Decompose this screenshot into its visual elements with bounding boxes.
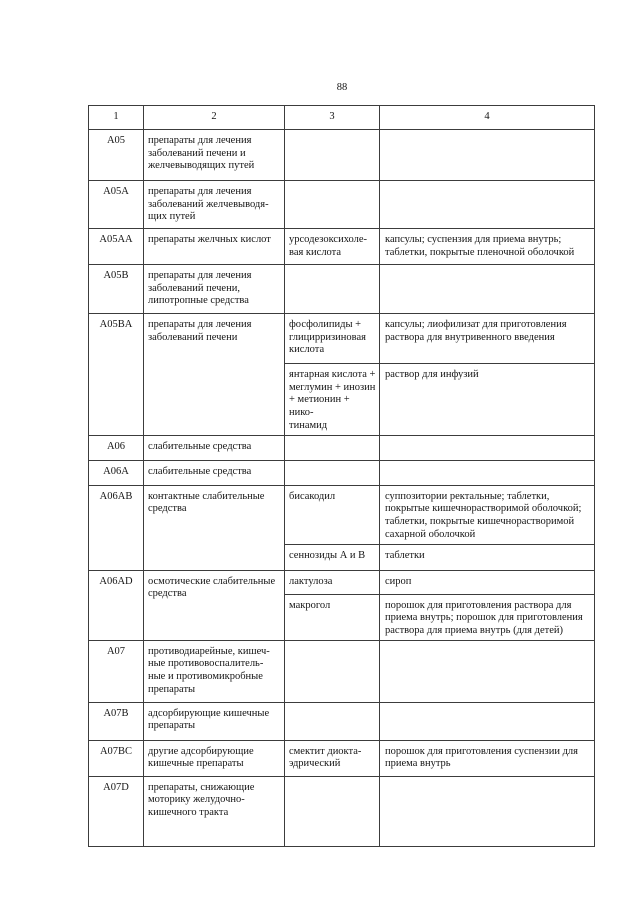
atc-code-cell: A06: [89, 435, 144, 460]
atc-code-cell: A06A: [89, 460, 144, 485]
group-name-cell: препараты для лечения заболеваний печени: [144, 314, 285, 436]
group-name-cell: препараты желчных кислот: [144, 229, 285, 265]
column-header-1: 1: [89, 106, 144, 130]
substance-cell: [285, 130, 380, 181]
dosage-form-cell: раствор для инфузий: [380, 364, 595, 436]
substance-cell: урсодезоксихоле- вая кислота: [285, 229, 380, 265]
atc-code-cell: A05: [89, 130, 144, 181]
dosage-form-cell: [380, 181, 595, 229]
table-row: [89, 265, 595, 314]
dosage-form-cell: [380, 640, 595, 702]
dosage-form-cell: сироп: [380, 570, 595, 594]
group-name-cell: адсорбирующие кишечные препараты: [144, 702, 285, 740]
substance-cell: [285, 435, 380, 460]
atc-code-cell: A07: [89, 640, 144, 702]
dosage-form-cell: капсулы; суспензия для приема внутрь; таблетки, покрытые пленочной оболочкой: [380, 229, 595, 265]
substance-cell: фосфолипиды + глицирризиновая кислота: [285, 314, 380, 364]
dosage-form-cell: порошок для приготовления суспензии для приема внутрь: [380, 740, 595, 776]
atc-code-cell: A07D: [89, 776, 144, 846]
group-name-cell: осмотические слабительные средства: [144, 570, 285, 640]
atc-code-cell: A06AB: [89, 485, 144, 570]
dosage-form-cell: суппозитории ректальные; таблетки, покрытые кишечнорастворимой оболочкой; таблетки, покрытые кишечнорастворимой сахарной оболочкой: [380, 485, 595, 544]
table-row: [89, 130, 595, 181]
substance-cell: [285, 702, 380, 740]
table-row: [89, 460, 595, 485]
table-row: [89, 314, 595, 364]
table-row: [89, 570, 595, 594]
group-name-cell: слабительные средства: [144, 435, 285, 460]
dosage-form-cell: [380, 702, 595, 740]
column-header-4: 4: [380, 106, 595, 130]
group-name-cell: препараты для лечения заболеваний печени, липотропные средства: [144, 265, 285, 314]
dosage-form-cell: таблетки: [380, 544, 595, 570]
dosage-form-cell: порошок для приготовления раствора для приема внутрь; порошок для приготовления раствора для приема внутрь (для детей): [380, 594, 595, 640]
substance-cell: [285, 460, 380, 485]
column-header-3: 3: [285, 106, 380, 130]
table-row: [89, 181, 595, 229]
dosage-form-cell: [380, 265, 595, 314]
atc-code-cell: A05AA: [89, 229, 144, 265]
table-row: [89, 640, 595, 702]
atc-code-cell: A05BA: [89, 314, 144, 436]
table-row: [89, 229, 595, 265]
group-name-cell: контактные слабительные средства: [144, 485, 285, 570]
group-name-cell: препараты, снижающие моторику желудочно- кишечного тракта: [144, 776, 285, 846]
group-name-cell: слабительные средства: [144, 460, 285, 485]
table-row: [89, 776, 595, 846]
table-row: [89, 702, 595, 740]
substance-cell: макрогол: [285, 594, 380, 640]
column-header-2: 2: [144, 106, 285, 130]
substance-cell: [285, 181, 380, 229]
substance-cell: смектит диокта- эдрический: [285, 740, 380, 776]
substance-cell: лактулоза: [285, 570, 380, 594]
dosage-form-cell: [380, 776, 595, 846]
drug-table: [88, 105, 595, 847]
atc-code-cell: A06AD: [89, 570, 144, 640]
dosage-form-cell: капсулы; лиофилизат для приготовления раствора для внутривенного введения: [380, 314, 595, 364]
substance-cell: [285, 640, 380, 702]
substance-cell: сеннозиды А и В: [285, 544, 380, 570]
table-row: [89, 740, 595, 776]
dosage-form-cell: [380, 460, 595, 485]
group-name-cell: препараты для лечения заболеваний желчевыводя- щих путей: [144, 181, 285, 229]
atc-code-cell: A05B: [89, 265, 144, 314]
page-number: 88: [336, 82, 348, 93]
dosage-form-cell: [380, 435, 595, 460]
atc-code-cell: A07B: [89, 702, 144, 740]
group-name-cell: препараты для лечения заболеваний печени и желчевыводящих путей: [144, 130, 285, 181]
table-row: [89, 435, 595, 460]
table-row: [89, 485, 595, 544]
substance-cell: [285, 776, 380, 846]
group-name-cell: противодиарейные, кишеч- ные противовоспалитель- ные и противомикробные препараты: [144, 640, 285, 702]
group-name-cell: другие адсорбирующие кишечные препараты: [144, 740, 285, 776]
substance-cell: [285, 265, 380, 314]
atc-code-cell: A07BC: [89, 740, 144, 776]
substance-cell: янтарная кислота + меглумин + инозин + метионин + нико- тинамид: [285, 364, 380, 436]
atc-code-cell: A05A: [89, 181, 144, 229]
substance-cell: бисакодил: [285, 485, 380, 544]
dosage-form-cell: [380, 130, 595, 181]
header-row: [89, 106, 595, 130]
